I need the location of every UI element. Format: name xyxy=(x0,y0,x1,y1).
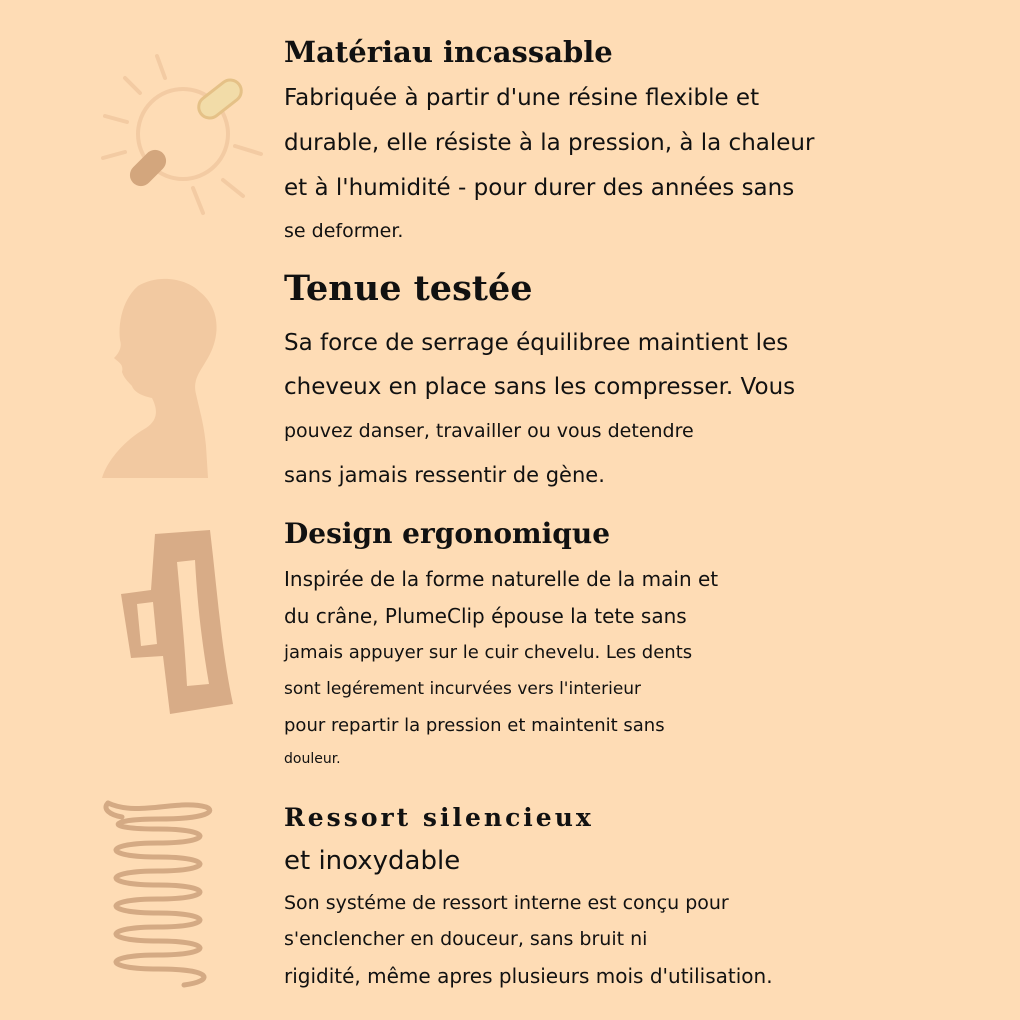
section-ressort xyxy=(284,797,773,995)
section-text-line: se deformer. xyxy=(284,220,404,242)
section-title: Ressort silencieux xyxy=(284,803,594,832)
spring-coil-icon xyxy=(98,795,218,995)
section-text-line: et à l'humidité - pour durer des années sans xyxy=(284,175,795,201)
section-text-line: s'enclencher en douceur, sans bruit ni xyxy=(284,928,648,950)
section-text-line: du crâne, PlumeClip épouse la tete sans xyxy=(284,604,687,628)
section-text-line: cheveux en place sans les compresser. Vous xyxy=(284,374,796,400)
section-text-line: pour repartir la pression et maintenit sans xyxy=(284,715,665,736)
section-text-line: pouvez danser, travailler ou vous detendre xyxy=(284,420,694,442)
section-text-line: rigidité, même apres plusieurs mois d'utilisation. xyxy=(284,964,773,988)
section-materiau xyxy=(284,30,814,251)
section-title: Tenue testée xyxy=(284,268,533,309)
section-design xyxy=(284,512,718,774)
section-text-line: sont legérement incurvées vers l'interieur xyxy=(284,679,642,699)
hair-clip-icon xyxy=(115,528,240,718)
section-text-line: Inspirée de la forme naturelle de la main et xyxy=(284,567,719,591)
section-text-line: durable, elle résiste à la pression, à la chaleur xyxy=(284,130,815,156)
woman-silhouette-icon xyxy=(98,278,238,483)
section-text-line: jamais appuyer sur le cuir chevelu. Les dents xyxy=(284,642,693,663)
section-subtitle: et inoxydable xyxy=(284,846,461,876)
section-title: Matériau incassable xyxy=(284,35,613,69)
sun-clip-icon xyxy=(95,48,275,228)
section-title: Design ergonomique xyxy=(284,517,611,550)
section-text-line: Fabriquée à partir d'une résine flexible et xyxy=(284,85,760,111)
section-text-line: sans jamais ressentir de gène. xyxy=(284,463,605,487)
section-text-line: Sa force de serrage équilibree maintient les xyxy=(284,330,789,356)
section-text-line: douleur. xyxy=(284,751,341,767)
section-text-line: Son systéme de ressort interne est conçu pour xyxy=(284,892,729,914)
section-tenue xyxy=(284,262,795,497)
